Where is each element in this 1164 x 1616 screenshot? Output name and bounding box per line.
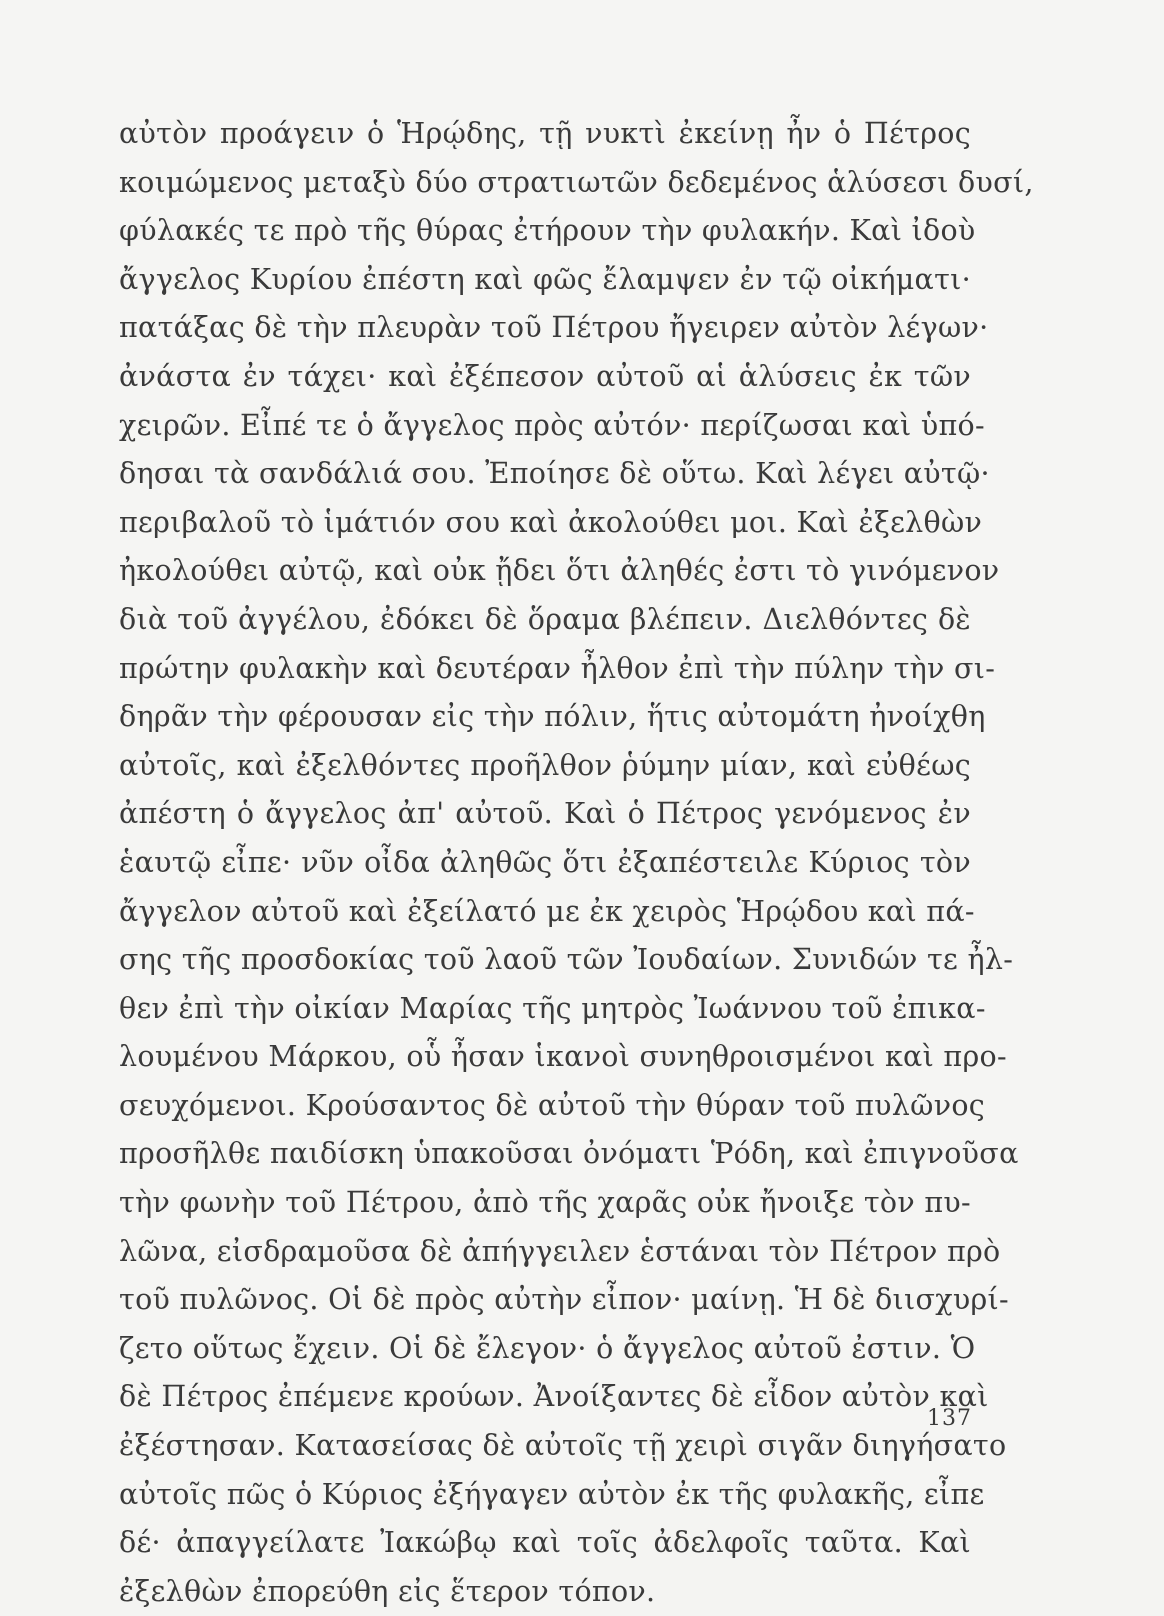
text-line: δηρᾶν τὴν φέρουσαν εἰς τὴν πόλιν, ἥτις αὐτομάτη ἠνοίχθη <box>119 700 986 734</box>
page-number: 137 <box>927 1406 972 1431</box>
text-line: τοῦ πυλῶνος. Οἱ δὲ πρὸς αὐτὴν εἶπον· μαίνῃ. Ἡ δὲ διισχυρί- <box>119 1283 1009 1317</box>
text-line: πατάξας δὲ τὴν πλευρὰν τοῦ Πέτρου ἤγειρεν αὐτὸν λέγων· <box>119 311 989 345</box>
text-line: δὲ Πέτρος ἐπέμενε κρούων. Ἀνοίξαντες δὲ εἶδον αὐτὸν καὶ <box>119 1380 989 1414</box>
text-line: ζετο οὕτως ἔχειν. Οἱ δὲ ἔλεγον· ὁ ἄγγελος αὐτοῦ ἐστιν. Ὁ <box>119 1331 976 1365</box>
text-line: φύλακές τε πρὸ τῆς θύρας ἐτήρουν τὴν φυλακήν. Καὶ ἰδοὺ <box>119 214 976 248</box>
text-line: ἠκολούθει αὐτῷ, καὶ οὐκ ᾔδει ὅτι ἀληθές ἐστι τὸ γινόμενον <box>119 554 1000 588</box>
text-line: τὴν φωνὴν τοῦ Πέτρου, ἀπὸ τῆς χαρᾶς οὐκ ἤνοιξε τὸν πυ- <box>119 1186 971 1220</box>
text-line: ἐξέστησαν. Κατασείσας δὲ αὐτοῖς τῇ χειρὶ σιγᾶν διηγήσατο <box>119 1429 1007 1463</box>
text-line: ἀνάστα ἐν τάχει· καὶ ἐξέπεσον αὐτοῦ αἱ ἁλύσεις ἐκ τῶν <box>119 359 971 393</box>
text-line: πρώτην φυλακὴν καὶ δευτέραν ἦλθον ἐπὶ τὴν πύλην τὴν σι- <box>119 651 996 685</box>
text-line: αὐτοῖς, καὶ ἐξελθόντες προῆλθον ῥύμην μίαν, καὶ εὐθέως <box>119 748 971 782</box>
text-line: περιβαλοῦ τὸ ἱμάτιόν σου καὶ ἀκολούθει μοι. Καὶ ἐξελθὼν <box>119 505 983 539</box>
text-line: ἄγγελον αὐτοῦ καὶ ἐξείλατό με ἐκ χειρὸς Ἡρῴδου καὶ πά- <box>119 894 975 928</box>
text-line: δησαι τὰ σανδάλιά σου. Ἐποίησε δὲ οὕτω. Καὶ λέγει αὐτῷ· <box>119 457 990 491</box>
text-line: αὐτοῖς πῶς ὁ Κύριος ἐξήγαγεν αὐτὸν ἐκ τῆς φυλακῆς, εἶπε <box>119 1477 985 1511</box>
text-line: χειρῶν. Εἶπέ τε ὁ ἄγγελος πρὸς αὐτόν· περίζωσαι καὶ ὑπό- <box>119 408 985 442</box>
text-line: λουμένου Μάρκου, οὗ ἦσαν ἱκανοὶ συνηθροισμένοι καὶ προ- <box>119 1040 1007 1074</box>
text-line: ἄγγελος Κυρίου ἐπέστη καὶ φῶς ἔλαμψεν ἐν τῷ οἰκήματι· <box>119 262 971 296</box>
text-line: κοιμώμενος μεταξὺ δύο στρατιωτῶν δεδεμένος ἁλύσεσι δυσί, <box>119 165 1034 199</box>
text-line: σης τῆς προσδοκίας τοῦ λαοῦ τῶν Ἰουδαίων. Συνιδών τε ἦλ- <box>119 943 1014 977</box>
body-text <box>119 110 1034 1616</box>
text-line: ἀπέστη ὁ ἄγγελος ἀπ' αὐτοῦ. Καὶ ὁ Πέτρος γενόμενος ἐν <box>119 797 971 831</box>
text-line: διὰ τοῦ ἀγγέλου, ἐδόκει δὲ ὅραμα βλέπειν. Διελθόντες δὲ <box>119 602 971 636</box>
text-line: σευχόμενοι. Κρούσαντος δὲ αὐτοῦ τὴν θύραν τοῦ πυλῶνος <box>119 1088 986 1122</box>
text-line: αὐτὸν προάγειν ὁ Ἡρῴδης, τῇ νυκτὶ ἐκείνῃ ἦν ὁ Πέτρος <box>119 117 971 150</box>
text-line: ἐξελθὼν ἐπορεύθη εἰς ἕτερον τόπον. <box>119 1574 656 1608</box>
text-line: λῶνα, εἰσδραμοῦσα δὲ ἀπήγγειλεν ἑστάναι τὸν Πέτρον πρὸ <box>119 1234 1001 1268</box>
text-line: θεν ἐπὶ τὴν οἰκίαν Μαρίας τῆς μητρὸς Ἰωάννου τοῦ ἐπικα- <box>119 991 986 1025</box>
text-line: προσῆλθε παιδίσκη ὑπακοῦσαι ὀνόματι Ῥόδη, καὶ ἐπιγνοῦσα <box>119 1137 1019 1171</box>
text-line: δέ· ἀπαγγείλατε Ἰακώβῳ καὶ τοῖς ἀδελφοῖς ταῦτα. Καὶ <box>119 1526 971 1560</box>
text-line: ἑαυτῷ εἶπε· νῦν οἶδα ἀληθῶς ὅτι ἐξαπέστειλε Κύριος τὸν <box>119 845 971 879</box>
